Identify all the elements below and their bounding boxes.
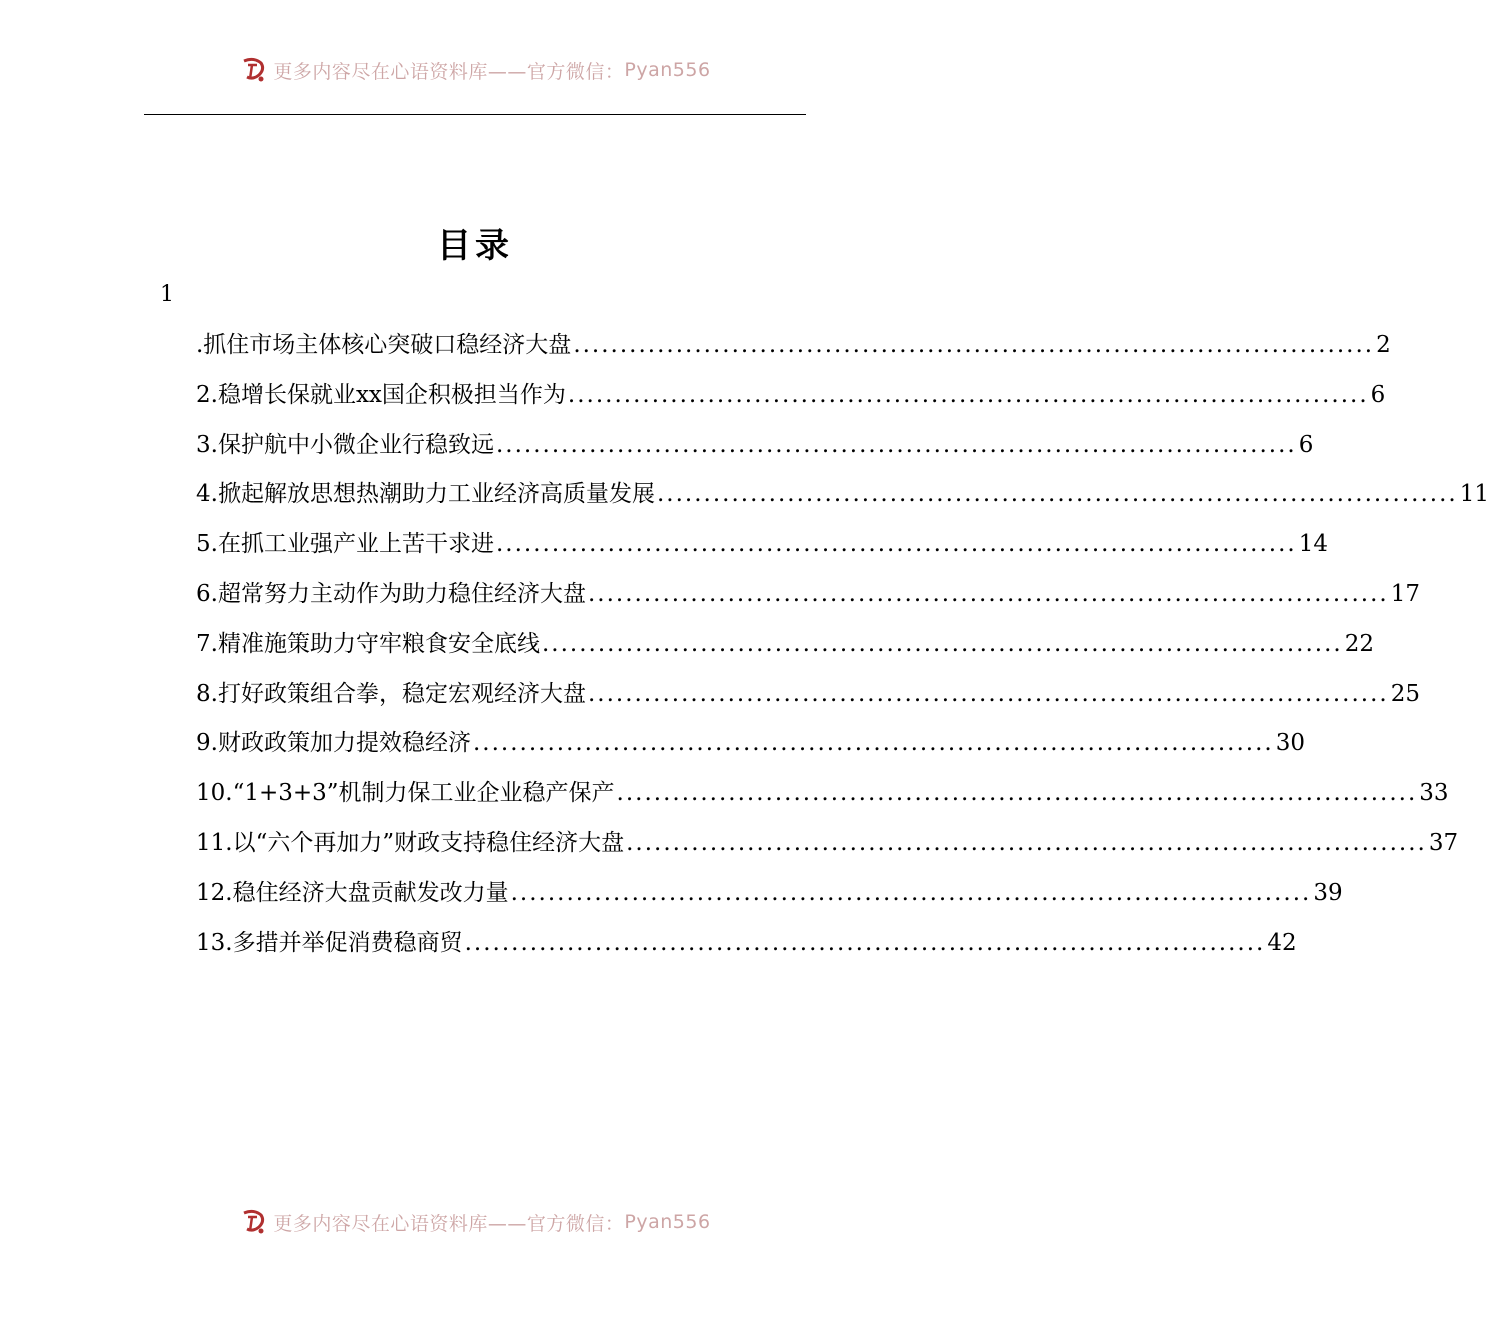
toc-entry-title: 12.稳住经济大盘贡献发改力量 [196,879,509,906]
toc-dot-leader: ...................................................................................... [616,780,1418,807]
toc-entry-page: 33 [1419,780,1449,807]
toc-entry-page: 14 [1298,531,1328,558]
toc-dot-leader: ...................................................................................... [567,381,1369,408]
toc-entry-page: 11 [1459,481,1489,508]
toc-entry-title: 11.以“六个再加力”财政支持稳住经济大盘 [196,829,625,856]
toc-entry-title: .抓住市场主体核心突破口稳经济大盘 [196,332,572,358]
toc-title: 目录 [437,226,513,266]
watermark-contact: Pyan556 [624,1211,711,1233]
toc-entry-title: 13.多措并举促消费稳商贸 [196,929,463,956]
toc-entry-title: 9.财政政策加力提效稳经济 [196,730,471,757]
header-divider [144,114,806,115]
toc-entry[interactable] [196,874,1343,924]
watermark-text: 更多内容尽在心语资料库——官方微信： [273,60,625,83]
toc-entry-page: 42 [1267,929,1297,956]
toc-first-line: 1 [160,282,174,307]
toc-entry-title: 4.掀起解放思想热潮助力工业经济高质量发展 [196,481,655,508]
toc-entry-title: 2.稳增长保就业xx国企积极担当作为 [196,381,566,408]
toc-dot-leader: ...................................................................................... [626,829,1427,856]
toc-entry-title: 8.打好政策组合拳，稳定宏观经济大盘 [196,680,586,707]
toc-dot-leader: ...................................................................................... [656,481,1458,508]
toc-entry[interactable] [196,625,1374,675]
toc-entry[interactable] [196,575,1420,625]
toc-entry-title: 3.保护航中小微企业行稳致远 [196,431,494,458]
brand-logo-icon [239,1207,269,1237]
toc-entry[interactable] [196,724,1305,774]
toc-dot-leader: ...................................................................................... [464,929,1266,956]
toc-entry-page: 30 [1275,730,1305,757]
watermark-contact: Pyan556 [624,59,711,81]
toc-entry[interactable] [196,376,1386,426]
toc-entry[interactable] [196,475,1489,525]
toc-entry[interactable] [196,326,1391,376]
toc-entry-page: 6 [1370,381,1386,408]
toc-entry[interactable] [196,924,1297,974]
toc-entry-title: 7.精准施策助力守牢粮食安全底线 [196,630,540,657]
toc-dot-leader: ...................................................................................... [495,431,1297,458]
brand-logo-icon [239,55,269,85]
toc-dot-leader: ...................................................................................... [495,531,1297,558]
toc-entry-title: 5.在抓工业强产业上苦干求进 [196,531,494,558]
toc-entry-page: 25 [1390,680,1420,707]
toc-entry-title: 10.“1+3+3”机制力保工业企业稳产保产 [196,780,615,807]
toc-dot-leader: ...................................................................................... [541,630,1343,657]
toc-entry-title: 6.超常努力主动作为助力稳住经济大盘 [196,580,586,607]
toc-list [196,326,1489,973]
footer-watermark [0,1204,950,1240]
header-watermark [0,52,950,88]
toc-entry[interactable] [196,426,1314,476]
toc-dot-leader: ...................................................................................... [472,730,1274,757]
toc-entry-page: 37 [1428,829,1459,856]
toc-entry[interactable] [196,824,1459,874]
toc-entry-page: 22 [1344,630,1374,657]
toc-dot-leader: ...................................................................................... [587,680,1389,707]
toc-entry[interactable] [196,675,1420,725]
watermark-text: 更多内容尽在心语资料库——官方微信： [273,1212,625,1235]
toc-entry[interactable] [196,525,1328,575]
toc-dot-leader: ...................................................................................... [510,879,1312,906]
toc-entry-page: 39 [1313,879,1343,906]
toc-entry-page: 6 [1298,431,1314,458]
toc-entry-page: 17 [1390,580,1420,607]
toc-entry-page: 2 [1376,332,1391,358]
toc-dot-leader: ...................................................................................... [587,580,1389,607]
toc-entry[interactable] [196,774,1449,824]
toc-dot-leader: ...................................................................................... [573,332,1375,358]
